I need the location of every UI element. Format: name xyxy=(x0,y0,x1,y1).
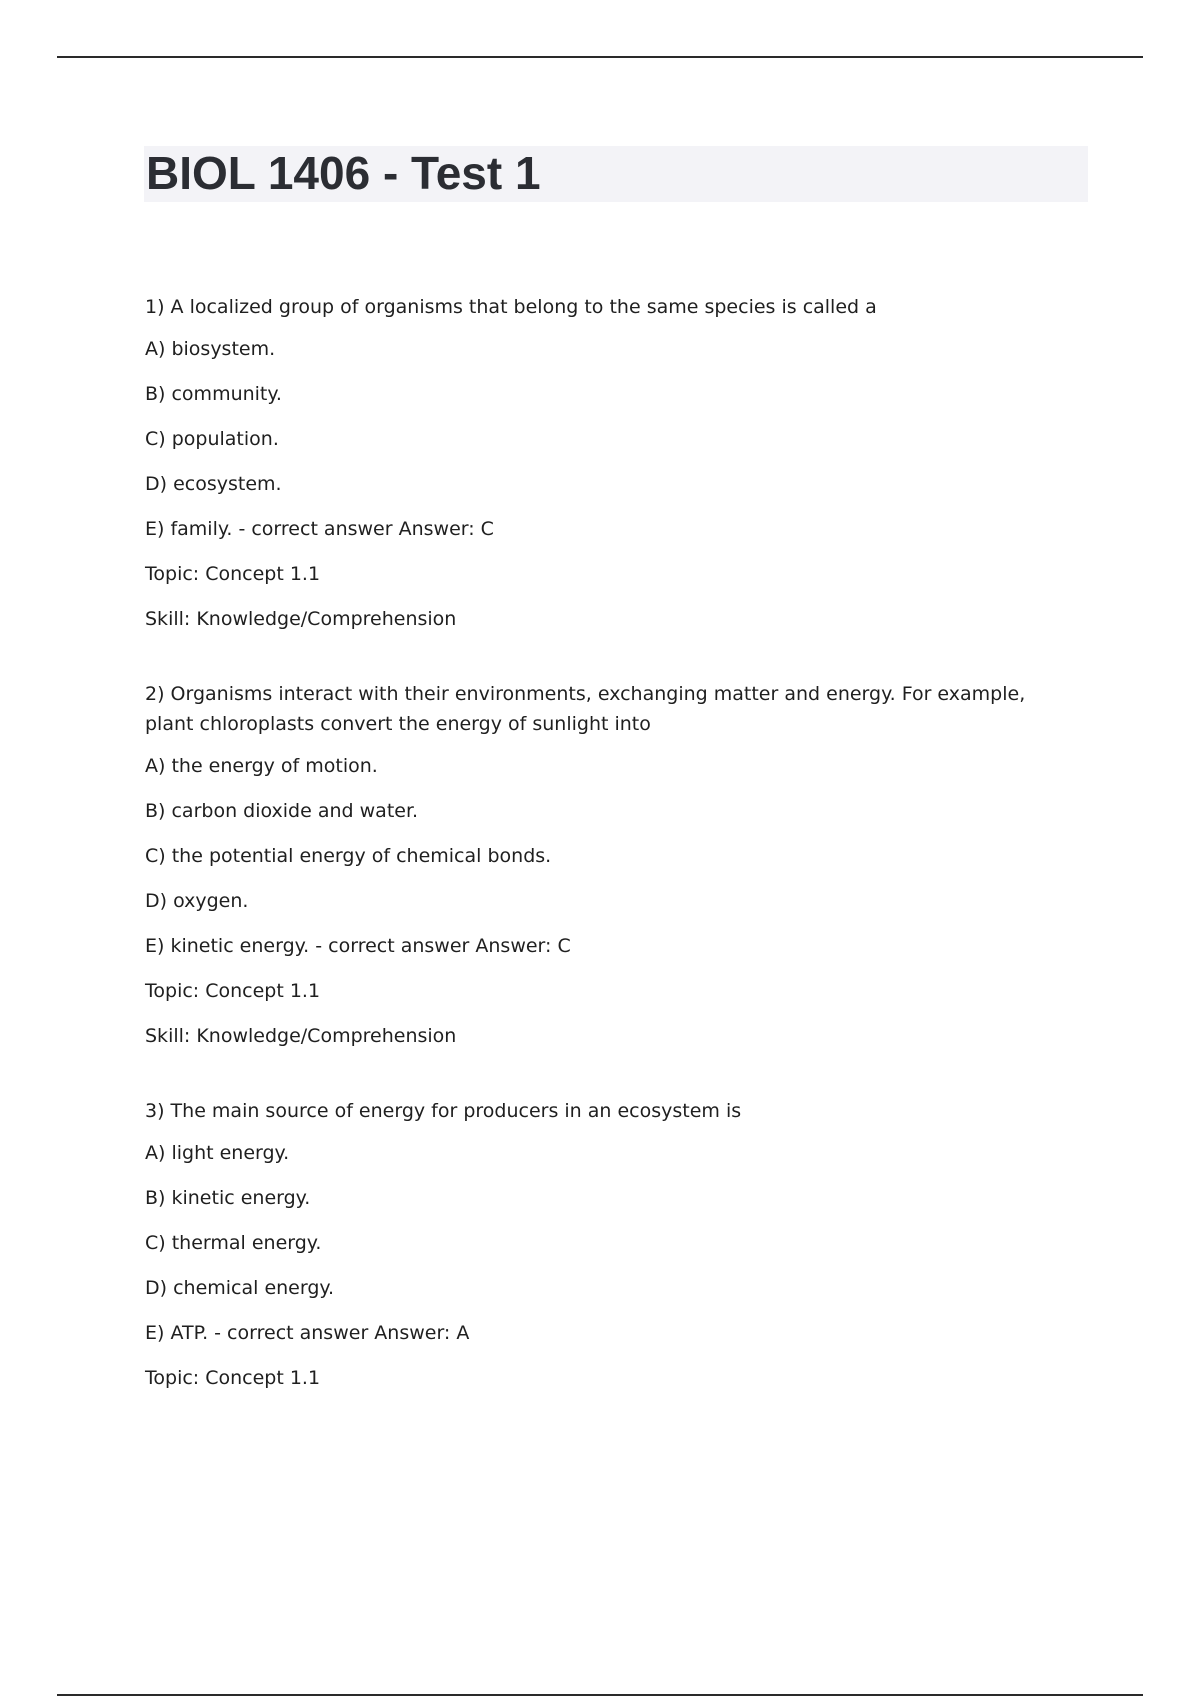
answer-option-b: B) kinetic energy. xyxy=(145,1187,311,1209)
answer-option-a: A) the energy of motion. xyxy=(145,755,378,777)
question-skill: Skill: Knowledge/Comprehension xyxy=(145,608,457,630)
page-title: BIOL 1406 - Test 1 xyxy=(146,147,541,199)
question-stem: 3) The main source of energy for producers in an ecosystem is xyxy=(145,1100,742,1122)
answer-option-c: C) thermal energy. xyxy=(145,1232,322,1254)
answer-option-c: C) the potential energy of chemical bonds. xyxy=(145,845,552,867)
answer-option-d: D) ecosystem. xyxy=(145,473,282,495)
answer-option-a: A) biosystem. xyxy=(145,338,276,360)
question-topic: Topic: Concept 1.1 xyxy=(145,980,321,1002)
question-2 xyxy=(145,679,1045,1051)
question-stem: 1) A localized group of organisms that belong to the same species is called a xyxy=(145,296,877,318)
question-stem: 2) Organisms interact with their environments, exchanging matter and energy. For example, plant chloroplasts convert the energy of sunlight into xyxy=(145,683,1026,735)
answer-option-d: D) chemical energy. xyxy=(145,1277,334,1299)
answer-option-e: E) kinetic energy. - correct answer Answer: C xyxy=(145,935,571,957)
question-list xyxy=(145,292,1045,1438)
answer-option-d: D) oxygen. xyxy=(145,890,249,912)
answer-option-b: B) community. xyxy=(145,383,282,405)
answer-option-c: C) population. xyxy=(145,428,279,450)
question-topic: Topic: Concept 1.1 xyxy=(145,563,321,585)
question-3 xyxy=(145,1096,1045,1393)
bottom-divider xyxy=(57,1694,1143,1696)
top-divider xyxy=(57,56,1143,58)
answer-option-e: E) ATP. - correct answer Answer: A xyxy=(145,1322,470,1344)
answer-option-e: E) family. - correct answer Answer: C xyxy=(145,518,494,540)
question-1 xyxy=(145,292,1045,634)
answer-option-b: B) carbon dioxide and water. xyxy=(145,800,419,822)
question-topic: Topic: Concept 1.1 xyxy=(145,1367,321,1389)
question-skill: Skill: Knowledge/Comprehension xyxy=(145,1025,457,1047)
answer-option-a: A) light energy. xyxy=(145,1142,290,1164)
